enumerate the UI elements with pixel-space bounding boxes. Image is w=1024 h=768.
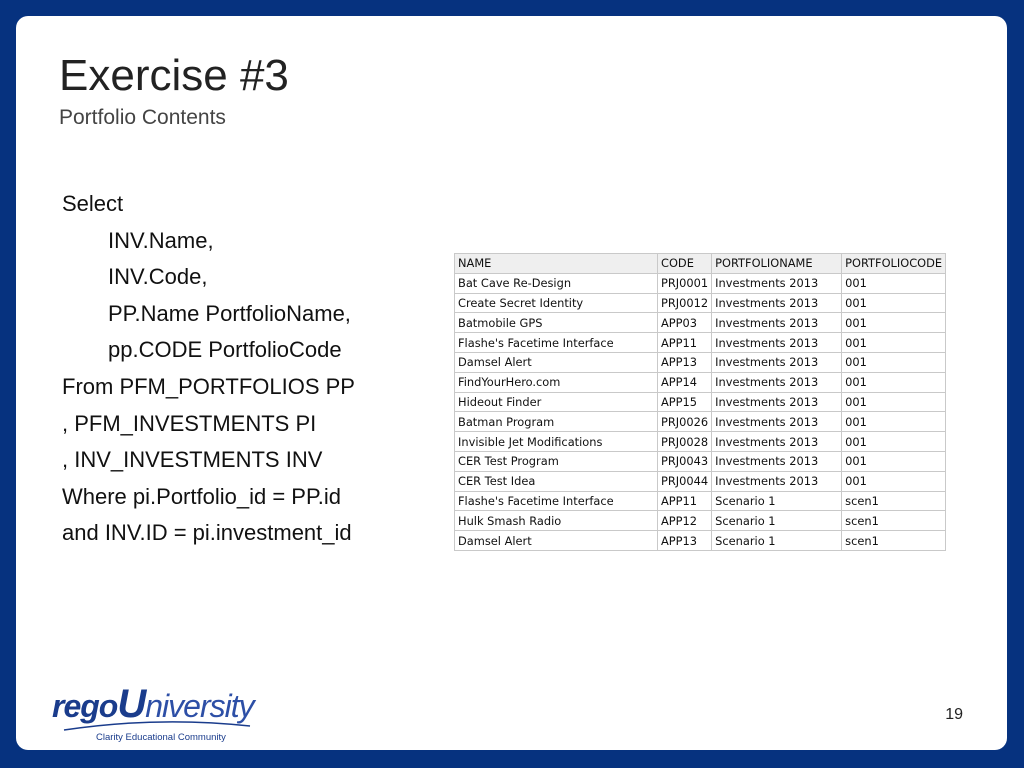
table-row [455,273,946,293]
table-cell: 001 [842,412,946,432]
table-cell: APP11 [658,333,712,353]
table-cell: PRJ0044 [658,471,712,491]
sql-line: From PFM_PORTFOLIOS PP [62,373,355,399]
logo-swoosh-icon [62,718,252,732]
table-cell: Flashe's Facetime Interface [455,491,658,511]
table-cell: Investments 2013 [712,293,842,313]
table-cell: PRJ0012 [658,293,712,313]
table-cell: 001 [842,352,946,372]
sql-line: INV.Name, [108,227,214,253]
table-cell: APP12 [658,511,712,531]
table-row [455,531,946,551]
logo-word-suffix: niversity [145,688,254,724]
table-cell: Hideout Finder [455,392,658,412]
sql-line: Select [62,191,124,216]
table-cell: Batman Program [455,412,658,432]
table-cell: 001 [842,372,946,392]
table-cell: PRJ0028 [658,432,712,452]
table-cell: scen1 [842,531,946,551]
column-header-portfolioname: PORTFOLIONAME [712,254,842,274]
column-header-name: NAME [455,254,658,274]
table-cell: Damsel Alert [455,352,658,372]
table-cell: PRJ0026 [658,412,712,432]
table-cell: Scenario 1 [712,491,842,511]
table-cell: APP03 [658,313,712,333]
table-cell: CER Test Program [455,451,658,471]
table-row [455,491,946,511]
results-table [454,253,946,551]
table-header-row [455,254,946,274]
table-cell: Investments 2013 [712,273,842,293]
sql-line: , INV_INVESTMENTS INV [62,447,323,473]
table-cell: Scenario 1 [712,531,842,551]
table-cell: scen1 [842,491,946,511]
table-row [455,333,946,353]
column-header-code: CODE [658,254,712,274]
table-cell: 001 [842,451,946,471]
table-row [455,352,946,372]
table-row [455,392,946,412]
table-cell: FindYourHero.com [455,372,658,392]
table-cell: Invisible Jet Modifications [455,432,658,452]
table-row [455,412,946,432]
table-cell: Create Secret Identity [455,293,658,313]
sql-line: INV.Code, [108,264,208,290]
table-cell: Batmobile GPS [455,313,658,333]
table-cell: Investments 2013 [712,412,842,432]
table-cell: Investments 2013 [712,432,842,452]
table-cell: 001 [842,392,946,412]
slide [16,16,1007,750]
table-cell: 001 [842,293,946,313]
rego-university-logo [52,682,254,743]
page-title: Exercise #3 [59,51,289,100]
table-cell: Damsel Alert [455,531,658,551]
table-cell: scen1 [842,511,946,531]
logo-word-u: U [117,682,146,726]
table-row [455,293,946,313]
table-row [455,432,946,452]
table-cell: 001 [842,333,946,353]
table-cell: 001 [842,313,946,333]
sql-query [62,186,355,552]
table-cell: Hulk Smash Radio [455,511,658,531]
table-cell: Scenario 1 [712,511,842,531]
sql-line: and INV.ID = pi.investment_id [62,520,352,546]
logo-word-prefix: rego [52,688,118,724]
column-header-portfoliocode: PORTFOLIOCODE [842,254,946,274]
sql-line: , PFM_INVESTMENTS PI [62,410,317,436]
table-row [455,451,946,471]
table-cell: Investments 2013 [712,471,842,491]
table-cell: APP13 [658,531,712,551]
table-cell: Investments 2013 [712,372,842,392]
page-subtitle: Portfolio Contents [59,106,226,129]
table-cell: 001 [842,432,946,452]
table-cell: APP13 [658,352,712,372]
table-cell: Investments 2013 [712,451,842,471]
table-row [455,313,946,333]
table-cell: 001 [842,273,946,293]
sql-line: pp.CODE PortfolioCode [108,337,342,363]
logo-tagline: Clarity Educational Community [96,732,226,743]
table-cell: CER Test Idea [455,471,658,491]
table-cell: PRJ0001 [658,273,712,293]
table-row [455,372,946,392]
table-cell: Bat Cave Re-Design [455,273,658,293]
table-cell: PRJ0043 [658,451,712,471]
sql-line: PP.Name PortfolioName, [108,300,351,326]
table-cell: 001 [842,471,946,491]
table-cell: Investments 2013 [712,313,842,333]
table-cell: Investments 2013 [712,352,842,372]
table-cell: Investments 2013 [712,392,842,412]
sql-line: Where pi.Portfolio_id = PP.id [62,483,342,509]
table-row [455,511,946,531]
table-cell: Flashe's Facetime Interface [455,333,658,353]
table-cell: APP11 [658,491,712,511]
table-cell: Investments 2013 [712,333,842,353]
page-number: 19 [945,706,963,723]
table-cell: APP14 [658,372,712,392]
table-row [455,471,946,491]
table-cell: APP15 [658,392,712,412]
